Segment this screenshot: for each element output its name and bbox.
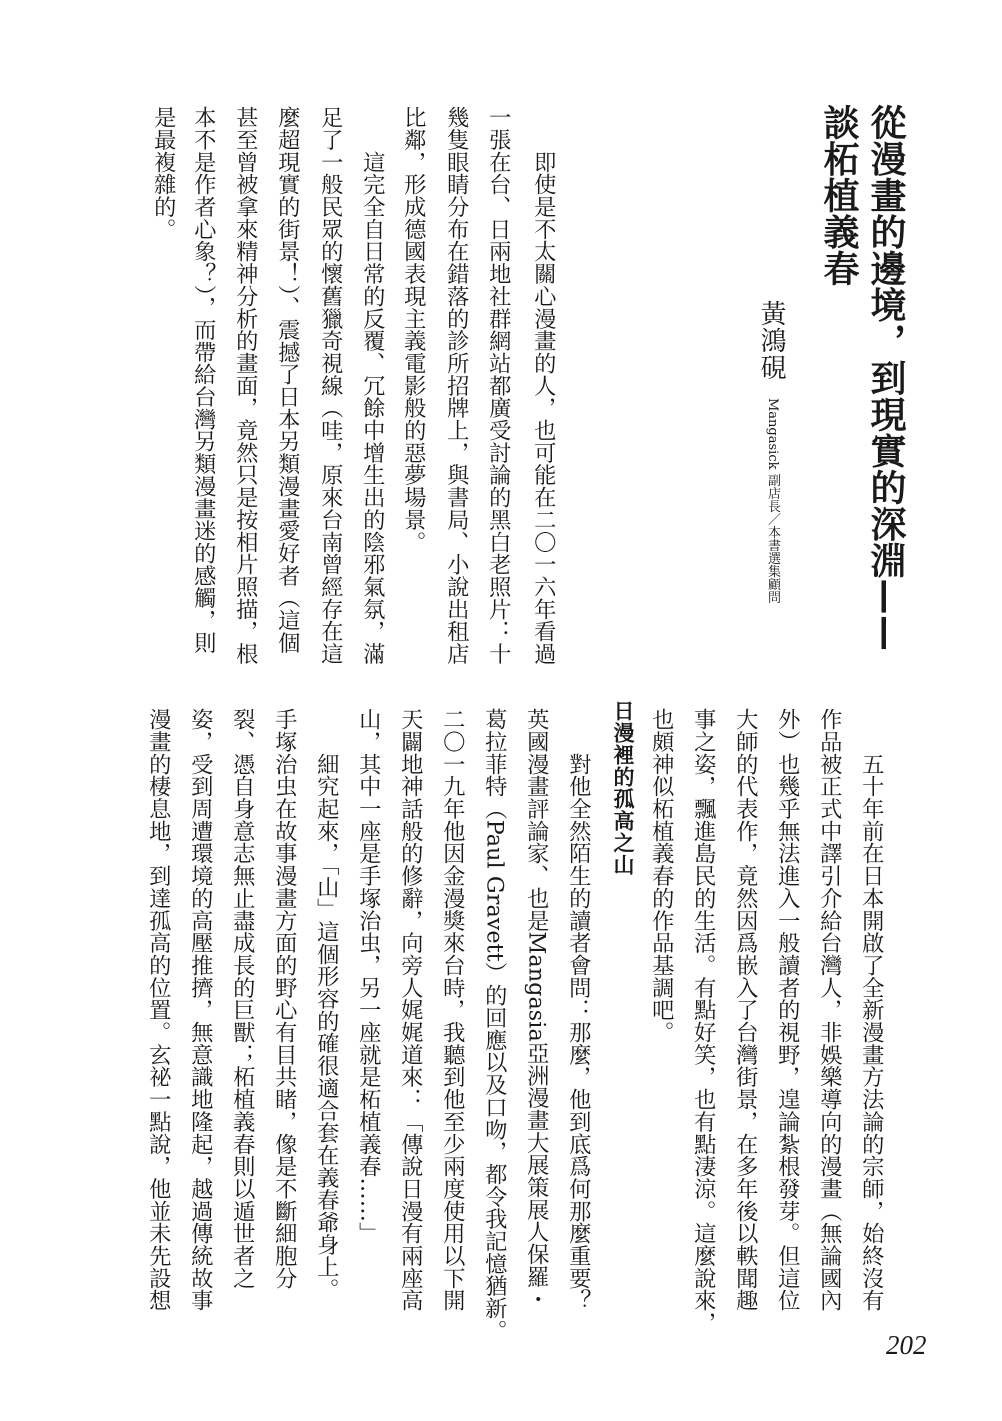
text-column: 五十年前在日本開啟了全新漫畫方法論的宗師，始終沒有 — [858, 708, 885, 1312]
text-column: 即使是不太關心漫畫的人，也可能在二〇一六年看過 — [530, 106, 557, 665]
text-column: 幾隻眼睛分布在錯落的診所招牌上，與書局、小說出租店 — [443, 106, 470, 665]
text-column: 漫畫的棲息地，到達孤高的位置。玄祕一點說，他並未先設想 — [145, 708, 172, 1312]
section-heading: 日漫裡的孤高之山 — [611, 700, 635, 876]
author-role: Mangasick 副店長／本書選集顧問 — [765, 398, 780, 604]
text-column: 作品被正式中譯引介給台灣人，非娛樂導向的漫畫（無論國內 — [816, 708, 843, 1312]
text-column: 甚至曾被拿來精神分析的畫面，竟然只是按相片照描，根 — [232, 106, 259, 665]
text-column: 事之姿，飄進島民的生活。有點好笑，也有點淒涼。這麼說來， — [690, 708, 717, 1334]
text-column: 本不是作者心象？），而帶給台灣另類漫畫迷的感觸，則 — [190, 106, 217, 654]
text-column: 對他全然陌生的讀者會問：那麼，他到底爲何那麼重要？ — [565, 708, 592, 1312]
text-column: 麼超現實的街景！）、震撼了日本另類漫畫愛好者（這個 — [274, 106, 301, 654]
text-column: 天闢地神話般的修辭，向旁人娓娓道來：「傳說日漫有兩座高 — [397, 708, 424, 1312]
text-column: 這完全自日常的反覆、冗餘中增生出的陰邪氣氛，滿 — [359, 106, 386, 665]
text-column: 足了一般民眾的懷舊獵奇視線（哇，原來台南曾經存在這 — [317, 106, 344, 665]
article-title-line1: 從漫畫的邊境，到現實的深淵—— — [865, 104, 906, 652]
text-column: 姿，受到周遭環境的高壓推擠，無意識地隆起，越過傳統故事 — [187, 708, 214, 1312]
text-column: 外）也幾乎無法進入一般讀者的視野，遑論紮根發芽。但這位 — [774, 708, 801, 1312]
author-name: 黃鴻硯 — [756, 300, 786, 381]
text-column: 是最複雜的。 — [150, 106, 177, 241]
text-column: 手塚治虫在故事漫畫方面的野心有目共睹，像是不斷細胞分 — [271, 708, 298, 1290]
article-title-line2: 談柘植義春 — [818, 104, 859, 287]
text-column: 大師的代表作，竟然因爲嵌入了台灣街景，在多年後以軼聞趣 — [732, 708, 759, 1312]
page-number: 202 — [886, 1330, 927, 1360]
text-column: 也頗神似柘植義春的作品基調吧。 — [648, 708, 675, 1044]
text-column: 山，其中一座是手塚治虫，另一座就是柘植義春……」 — [355, 708, 382, 1245]
text-column: 細究起來，「山」這個形容的確很適合套在義春爺身上。 — [313, 708, 340, 1301]
text-column: 葛拉菲特（Paul Gravett）的回應以及口吻，都令我記憶猶新。 — [481, 708, 508, 1342]
text-column: 英國漫畫評論家、也是Mangasia亞洲漫畫大展策展人保羅・ — [523, 708, 550, 1311]
text-column: 比鄰，形成德國表現主義電影般的惡夢場景。 — [400, 106, 427, 553]
text-column: 一張在台、日兩地社群網站都廣受討論的黑白老照片：十 — [485, 106, 512, 665]
text-column: 裂、憑自身意志無止盡成長的巨獸；柘植義春則以遁世者之 — [229, 708, 256, 1290]
text-column: 二〇一九年他因金漫獎來台時，我聽到他至少兩度使用以下開 — [439, 708, 466, 1312]
